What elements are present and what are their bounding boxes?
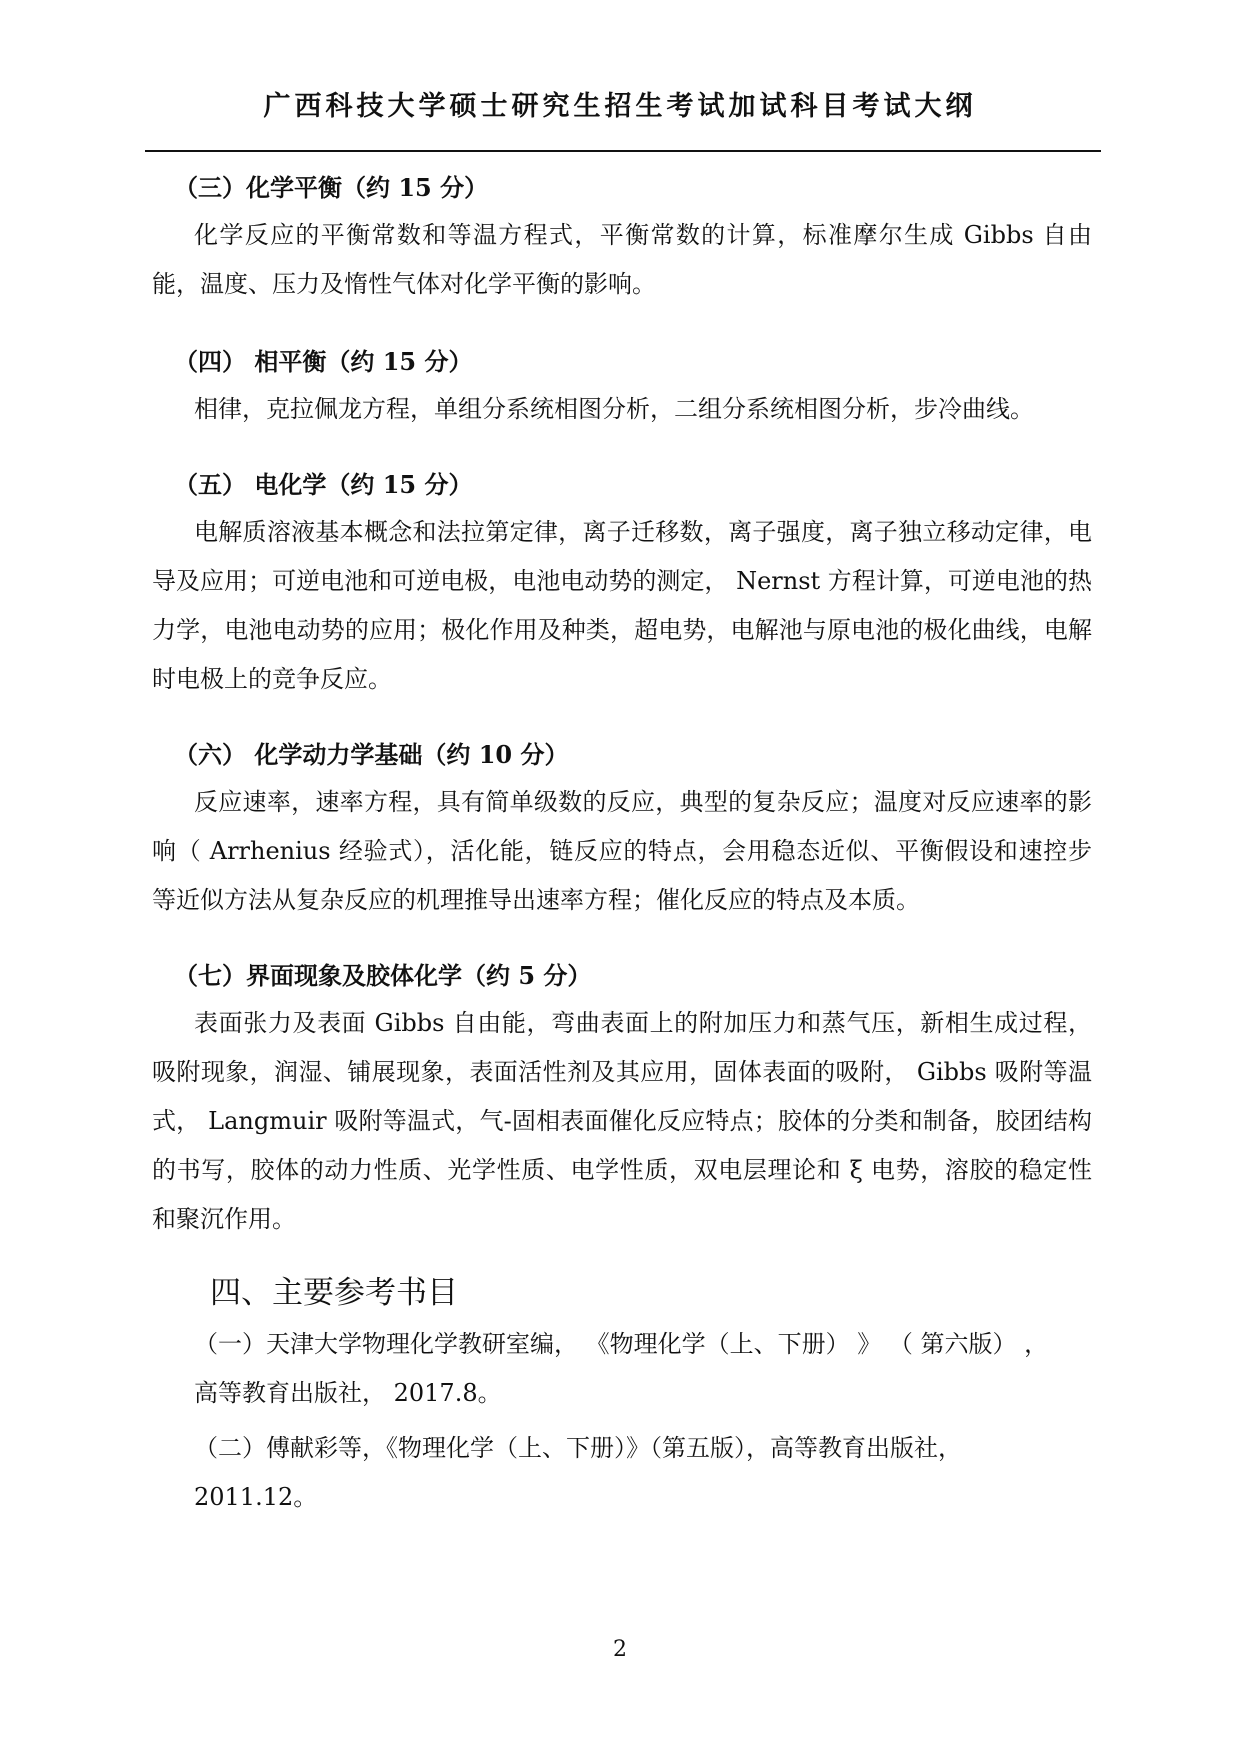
section-heading-interface: （七）界面现象及胶体化学（约 5 分）: [174, 961, 592, 990]
page-number: 2: [613, 1637, 627, 1662]
page-header-title: 广西科技大学硕士研究生招生考试加试科目考试大纲: [263, 91, 977, 122]
reference-2: （二）傅献彩等，《物理化学（上、下册）》（第五版），高等教育出版社， 2011.12。: [194, 1434, 962, 1511]
references-heading: 四、主要参考书目: [210, 1275, 458, 1311]
section-heading-equilibrium: （三）化学平衡（约 15 分）: [174, 173, 489, 202]
header-rule: [145, 150, 1101, 152]
document-body: [152, 165, 1092, 1522]
section-heading-electrochem: （五） 电化学（约 15 分）: [174, 470, 473, 499]
reference-1-line1: （一）天津大学物理化学教研室编， 《物理化学（上、下册） 》 （ 第六版） ，: [194, 1330, 1049, 1358]
section-heading-phase: （四） 相平衡（约 15 分）: [174, 347, 473, 376]
section-body-kinetics: 反应速率，速率方程，具有简单级数的反应，典型的复杂反应；温度对反应速率的影响（ Arrhenius 经验式），活化能，链反应的特点，会用稳态近似、平衡假设和速控步等近似方法从复杂反应的机理推导出速率方程；催化反应的特点及本质。: [152, 788, 1092, 914]
reference-1-line2: 高等教育出版社， 2017.8。: [194, 1379, 502, 1407]
section-body-electrochem: 电解质溶液基本概念和法拉第定律，离子迁移数，离子强度，离子独立移动定律，电导及应用；可逆电池和可逆电极，电池电动势的测定， Nernst 方程计算，可逆电池的热力学，电池电动势的应用；极化作用及种类，超电势，电解池与原电池的极化曲线，电解时电极上的竞争反应。: [152, 518, 1092, 693]
section-body-phase: 相律，克拉佩龙方程，单组分系统相图分析，二组分系统相图分析，步冷曲线。: [194, 395, 1034, 423]
section-heading-kinetics: （六） 化学动力学基础（约 10 分）: [174, 740, 569, 769]
section-body-interface: 表面张力及表面 Gibbs 自由能，弯曲表面上的附加压力和蒸气压，新相生成过程，吸附现象，润湿、铺展现象，表面活性剂及其应用，固体表面的吸附， Gibbs 吸附等温式， Langmuir 吸附等温式，气-固相表面催化反应特点；胶体的分类和制备，胶团结构的书写，胶体的动力性质、光学性质、电学性质，双电层理论和 ξ 电势，溶胶的稳定性和聚沉作用。: [152, 1009, 1092, 1233]
section-body-equilibrium: 化学反应的平衡常数和等温方程式，平衡常数的计算，标准摩尔生成 Gibbs 自由能，温度、压力及惰性气体对化学平衡的影响。: [152, 221, 1092, 298]
